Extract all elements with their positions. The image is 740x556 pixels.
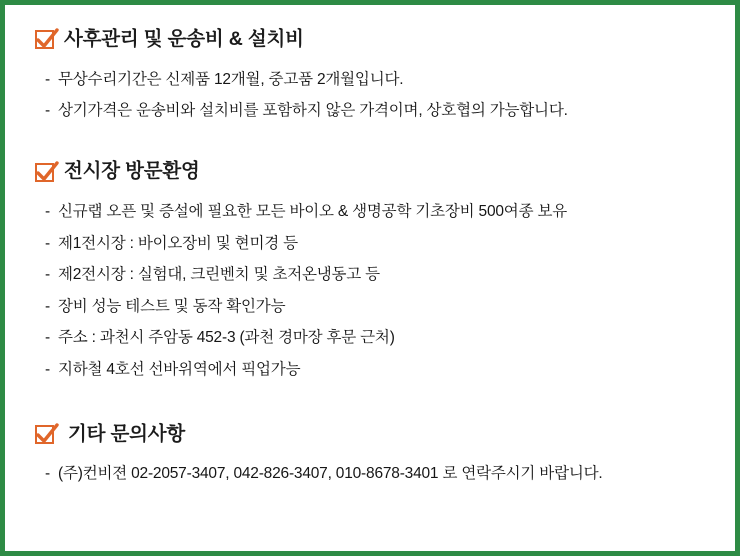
list-item bbox=[45, 96, 713, 127]
list-item bbox=[45, 228, 713, 259]
list-item-text: 장비 성능 테스트 및 동작 확인가능 bbox=[58, 297, 286, 315]
section-title: 기타 문의사항 bbox=[68, 422, 186, 445]
list-item-text: (주)컨비젼 02-2057-3407, 042-826-3407, 010-8678-3401 로 연락주시기 바랍니다. bbox=[58, 465, 603, 483]
dash-marker: - bbox=[45, 70, 50, 88]
section-lines bbox=[45, 459, 713, 490]
list-item bbox=[45, 197, 713, 228]
dash-marker: - bbox=[45, 266, 50, 284]
section-header bbox=[35, 424, 713, 445]
list-item-text: 주소 : 과천시 주암동 452-3 (과천 경마장 후문 근처) bbox=[58, 329, 395, 347]
section-header bbox=[35, 161, 713, 182]
list-item-text: 제1전시장 : 바이오장비 및 현미경 등 bbox=[58, 234, 298, 252]
list-item bbox=[45, 260, 713, 291]
list-item-text: 신규랩 오픈 및 증설에 필요한 모든 바이오 & 생명공학 기초장비 500여종 보유 bbox=[58, 203, 567, 221]
list-item-text: 지하철 4호선 선바위역에서 픽업가능 bbox=[58, 360, 301, 378]
dash-marker: - bbox=[45, 360, 50, 378]
list-item-text: 제2전시장 : 실험대, 크린벤치 및 초저온냉동고 등 bbox=[58, 266, 380, 284]
section-lines bbox=[45, 197, 713, 386]
dash-marker: - bbox=[45, 329, 50, 347]
section-title: 사후관리 및 운송비 & 설치비 bbox=[64, 28, 304, 50]
list-item bbox=[45, 64, 713, 95]
list-item-text: 상기가격은 운송비와 설치비를 포함하지 않은 가격이며, 상호협의 가능합니다. bbox=[58, 102, 568, 120]
section-showroom bbox=[27, 161, 713, 385]
check-mark-icon bbox=[35, 30, 54, 49]
dash-marker: - bbox=[45, 465, 50, 483]
dash-marker: - bbox=[45, 234, 50, 252]
dash-marker: - bbox=[45, 102, 50, 120]
section-title: 전시장 방문환영 bbox=[64, 160, 200, 183]
list-item bbox=[45, 459, 713, 490]
section-etc bbox=[27, 424, 713, 491]
list-item-text: 무상수리기간은 신제품 12개월, 중고품 2개월입니다. bbox=[58, 70, 404, 88]
list-item bbox=[45, 291, 713, 322]
list-item bbox=[45, 354, 713, 385]
section-aftercare bbox=[27, 29, 713, 127]
section-lines bbox=[45, 64, 713, 127]
section-header bbox=[35, 29, 713, 50]
list-item bbox=[45, 323, 713, 354]
check-mark-icon bbox=[35, 163, 54, 182]
check-mark-icon bbox=[35, 425, 54, 444]
dash-marker: - bbox=[45, 297, 50, 315]
dash-marker: - bbox=[45, 203, 50, 221]
